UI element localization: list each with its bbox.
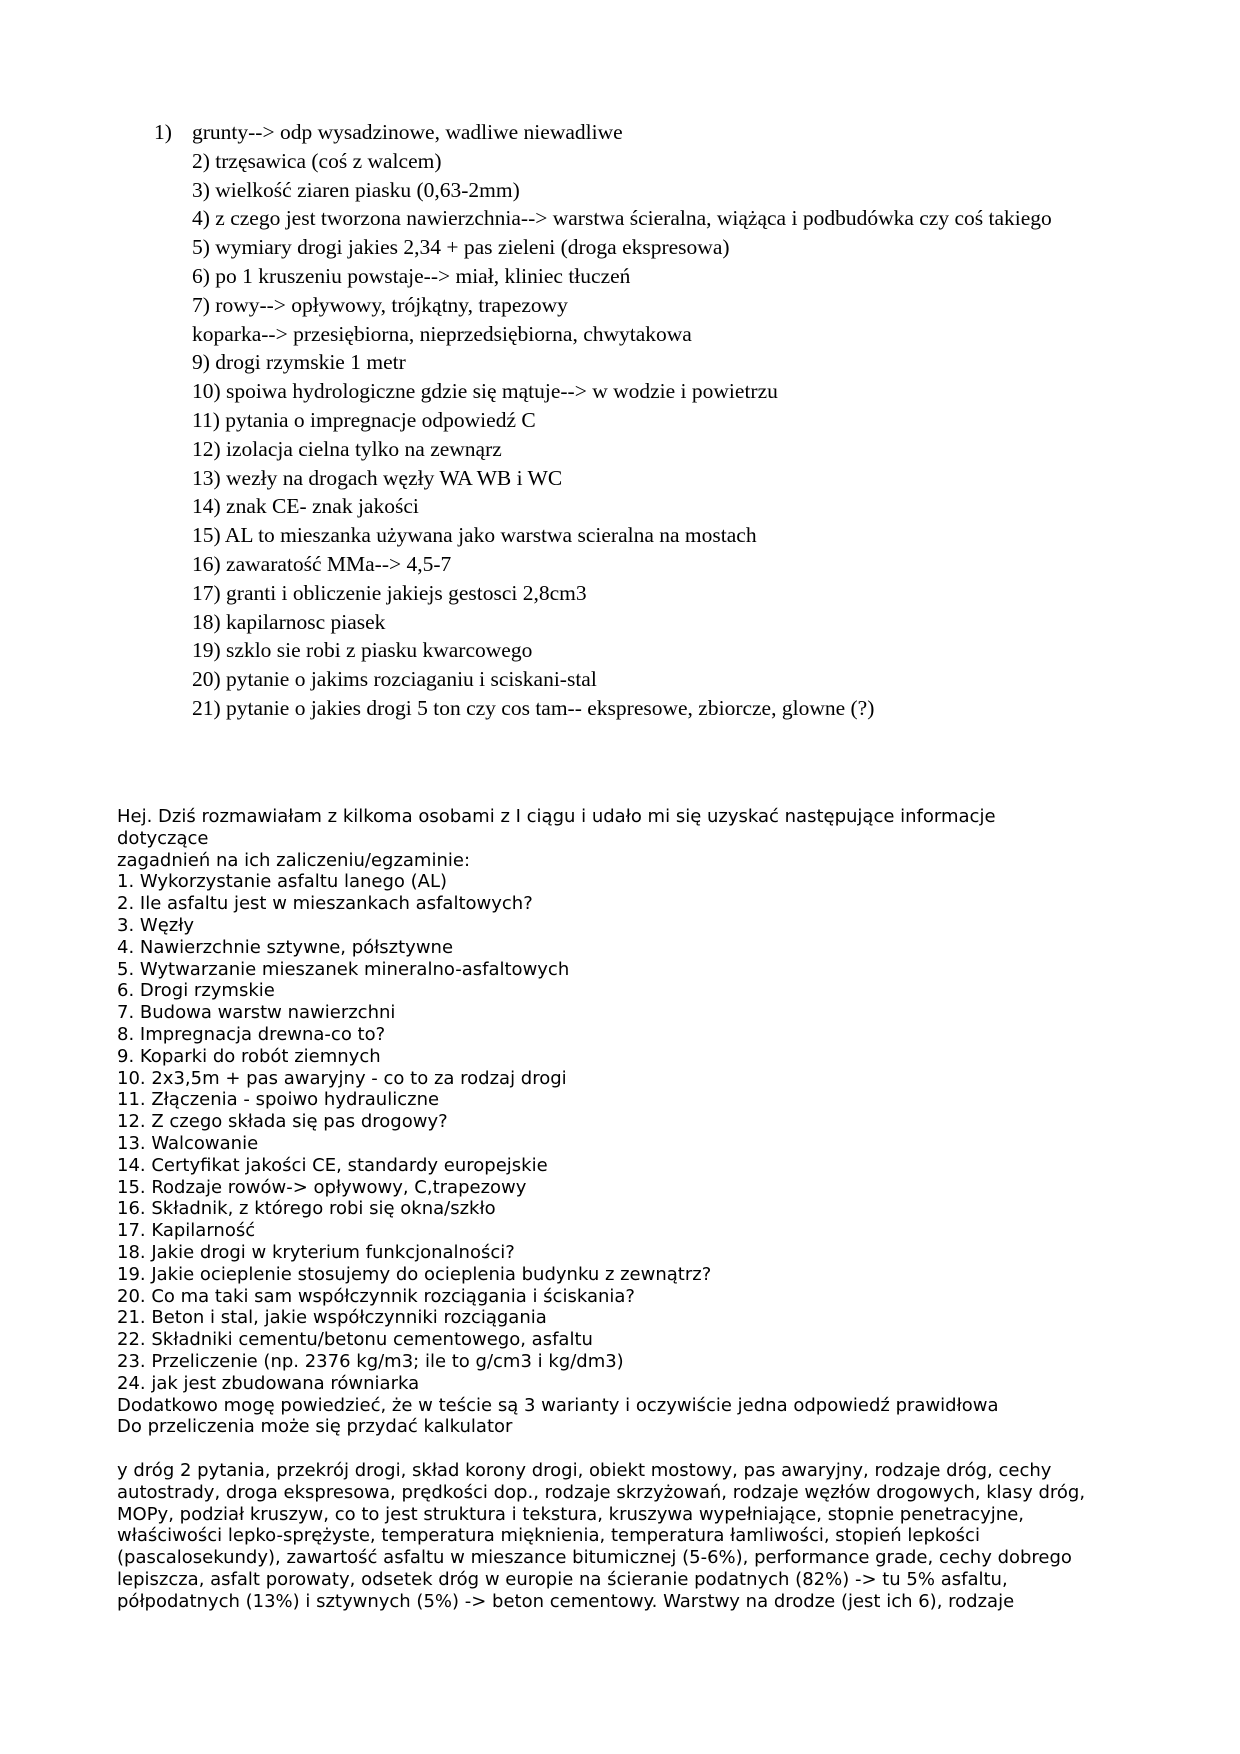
list-item: 6) po 1 kruszeniu powstaje--> miał, kliniec tłuczeń: [192, 263, 631, 288]
list-item: 3. Węzły: [117, 914, 194, 936]
paragraph-spacer: [117, 1438, 1127, 1460]
list-number: 1): [154, 120, 172, 144]
list-item: 5. Wytwarzanie mieszanek mineralno-asfaltowych: [117, 958, 570, 980]
list-item: 17. Kapilarność: [117, 1220, 256, 1242]
list-item-text: grunty--> odp wysadzinowe, wadliwe niewadliwe: [192, 120, 623, 144]
list-item: 21) pytanie o jakies drogi 5 ton czy cos tam-- ekspresowe, zbiorcze, glowne (?): [192, 695, 875, 720]
list-item: 10) spoiwa hydrologiczne gdzie się mątuje--> w wodzie i powietrzu: [192, 379, 778, 404]
list-item: koparka--> przesiębiorna, nieprzedsiębiorna, chwytakowa: [192, 321, 692, 346]
intro-text: zagadnień na ich zaliczeniu/egzaminie:: [117, 849, 471, 871]
list-item: 13) wezły na drogach węzły WA WB i WC: [192, 465, 563, 490]
list-item: 20) pytanie o jakims rozciaganiu i sciskani-stal: [192, 667, 597, 692]
list-item: 19. Jakie ocieplenie stosujemy do ocieplenia budynku z zewnątrz?: [117, 1263, 712, 1285]
list-item: 21. Beton i stal, jakie współczynniki rozciągania: [117, 1307, 547, 1329]
list-item: 13. Walcowanie: [117, 1132, 259, 1154]
list-item: 9) drogi rzymskie 1 metr: [192, 350, 406, 375]
list-item: 4) z czego jest tworzona nawierzchnia--> warstwa ścieralna, wiążąca i podbudówka czy coś takiego: [192, 206, 1052, 231]
list-item: 12. Z czego składa się pas drogowy?: [117, 1111, 448, 1133]
list-item: 7) rowy--> opływowy, trójkątny, trapezowy: [192, 292, 568, 317]
list-item: 15) AL to mieszanka używana jako warstwa scieralna na mostach: [192, 523, 757, 548]
list-item: 8. Impregnacja drewna-co to?: [117, 1023, 386, 1045]
list-item: 3) wielkość ziaren piasku (0,63-2mm): [192, 177, 520, 202]
list-item: 2. Ile asfaltu jest w mieszankach asfaltowych?: [117, 893, 533, 915]
list-item: 14. Certyfikat jakości CE, standardy europejskie: [117, 1154, 548, 1176]
list-item: 10. 2x3,5m + pas awaryjny - co to za rodzaj drogi: [117, 1067, 567, 1089]
list-item: 7. Budowa warstw nawierzchni: [117, 1002, 396, 1024]
closing-paragraph: y dróg 2 pytania, przekrój drogi, skład korony drogi, obiekt mostowy, pas awaryjny, rodzaje dróg, cechy autostrady, droga ekspresowa, prędkości dop., rodzaje skrzyżowań, rodzaje węzłów drogowych, klasy dróg, MOPy, podział kruszyw, co to jest struktura i tekstura, kruszywa wypełniające, stopnie penetracyjne, właściwości lepko-sprężyste, temperatura mięknienia, temperatura łamliwości, stopień lepkości (pascalosekundy), zawartość asfaltu w mieszance bitumicznej (5-6%), performance grade, cechy dobrego lepiszcza, asfalt porowaty, odsetek dróg w europie na ścieranie podatnych (82%) -> tu 5% asfaltu, półpodatnych (13%) i sztywnych (5%) -> beton cementowy. Warstwy na drodze (jest ich 6), rodzaje: [117, 1459, 1086, 1612]
list-item: 2) trzęsawica (coś z walcem): [192, 148, 442, 173]
list-item: 14) znak CE- znak jakości: [192, 494, 419, 519]
list-item: 1. Wykorzystanie asfaltu lanego (AL): [117, 871, 448, 893]
list-item: 15. Rodzaje rowów-> opływowy, C,trapezowy: [117, 1176, 527, 1198]
intro-text: Hej. Dziś rozmawiałam z kilkoma osobami z I ciągu i udało mi się uzyskać następujące informacje: [117, 806, 996, 827]
list-item: 20. Co ma taki sam współczynnik rozciągania i ściskania?: [117, 1285, 635, 1307]
list-item: 11) pytania o impregnacje odpowiedź C: [192, 407, 536, 432]
list-item: 5) wymiary drogi jakies 2,34 + pas zieleni (droga ekspresowa): [192, 235, 730, 260]
list-item: 12) izolacja cielna tylko na zewnąrz: [192, 436, 502, 461]
list-item: 19) szklo sie robi z piasku kwarcowego: [192, 638, 533, 663]
list-item: 24. jak jest zbudowana równiarka: [117, 1372, 420, 1394]
exam-questions-list: [154, 118, 1122, 723]
list-item: 18. Jakie drogi w kryterium funkcjonalności?: [117, 1241, 515, 1263]
list-item: 4. Nawierzchnie sztywne, półsztywne: [117, 936, 454, 958]
list-item: 6. Drogi rzymskie: [117, 980, 275, 1002]
note-text: Do przeliczenia może się przydać kalkulator: [117, 1416, 513, 1438]
list-item: 22. Składniki cementu/betonu cementowego, asfaltu: [117, 1329, 593, 1351]
intro-text: dotyczące: [117, 827, 209, 849]
list-item: 23. Przeliczenie (np. 2376 kg/m3; ile to g/cm3 i kg/dm3): [117, 1350, 624, 1372]
list-item: 16) zawaratość MMa--> 4,5-7: [192, 551, 452, 576]
list-item: 17) granti i obliczenie jakiejs gestosci 2,8cm3: [192, 580, 587, 605]
note-text: Dodatkowo mogę powiedzieć, że w teście są 3 warianty i oczywiście jedna odpowiedź prawidłowa: [117, 1394, 999, 1416]
list-item: 11. Złączenia - spoiwo hydrauliczne: [117, 1089, 440, 1111]
list-item: 16. Składnik, z którego robi się okna/szkło: [117, 1198, 496, 1220]
list-item: 9. Koparki do robót ziemnych: [117, 1045, 381, 1067]
exam-topics-section: [117, 806, 1127, 1612]
list-item: [154, 118, 1122, 147]
list-item: 18) kapilarnosc piasek: [192, 609, 386, 634]
